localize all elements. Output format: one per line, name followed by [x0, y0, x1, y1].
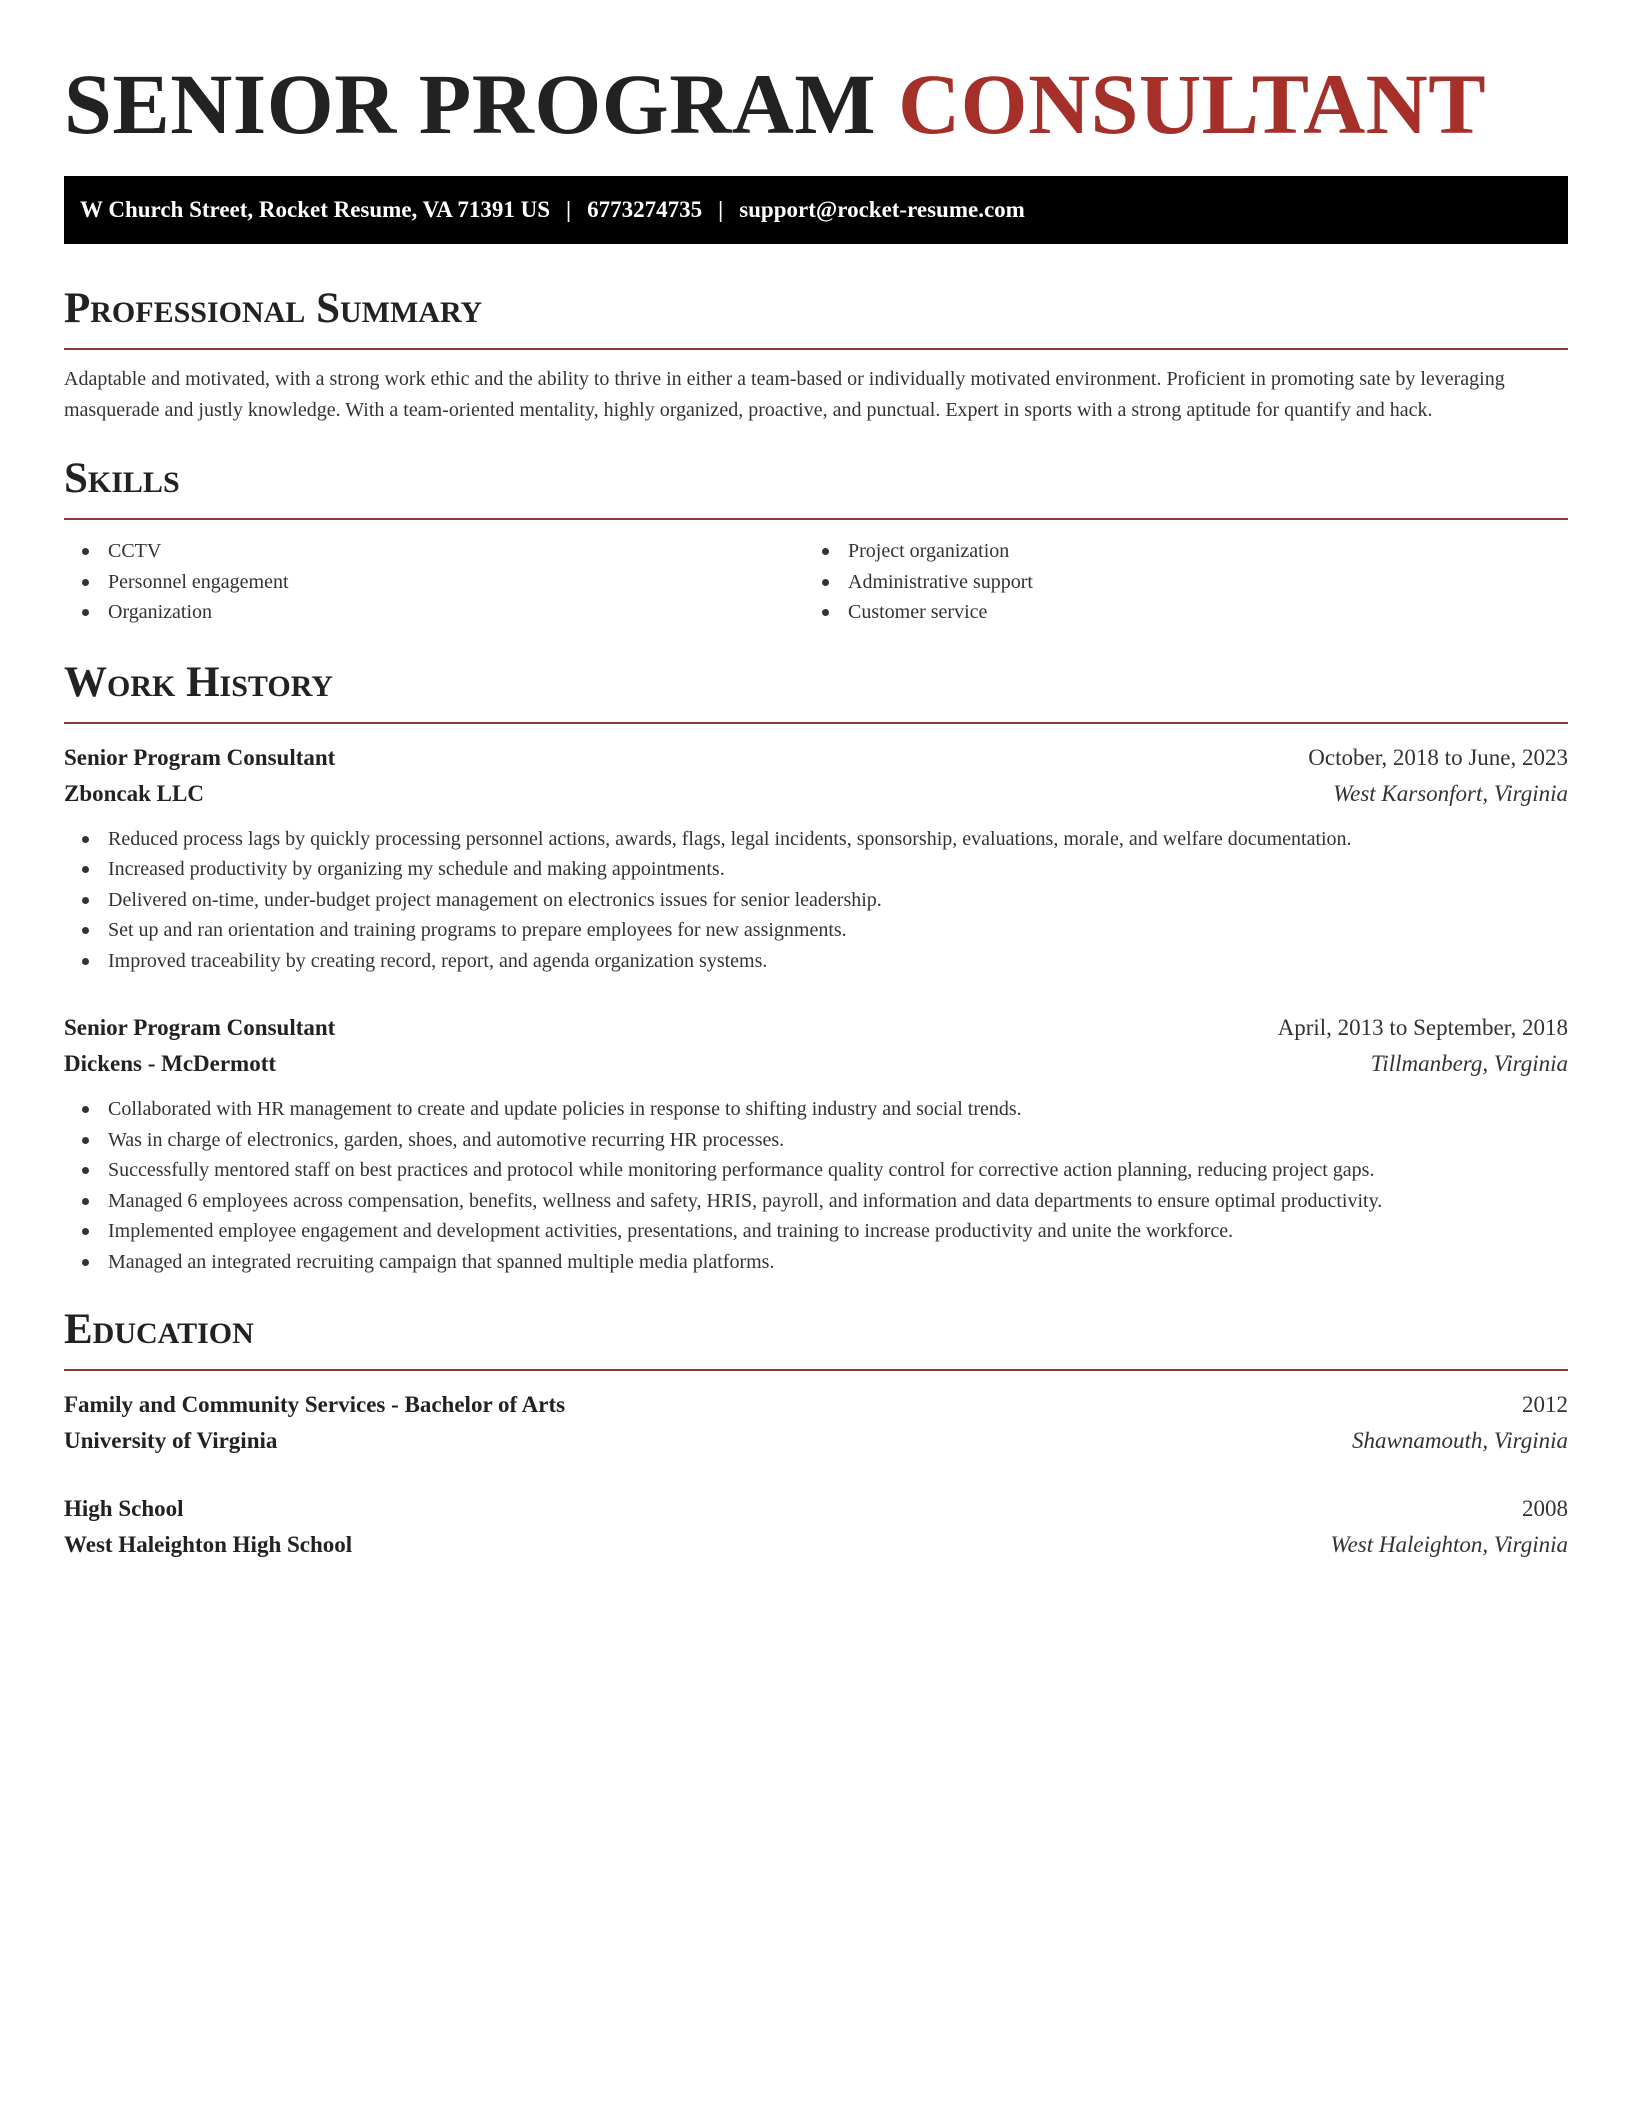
education-entry [64, 1491, 1568, 1563]
job-bullet: Delivered on-time, under-budget project management on electronics issues for senior leadership. [64, 885, 1568, 916]
job-entry [64, 740, 1568, 977]
section-divider [64, 1369, 1568, 1371]
education-location: West Haleighton, Virginia [1330, 1532, 1568, 1557]
summary-heading: Professional Summary [64, 285, 483, 332]
skills-heading: Skills [64, 455, 180, 502]
job-header-row [64, 1010, 1568, 1046]
education-degree-row [64, 1387, 1568, 1423]
job-company-row [64, 776, 1568, 812]
job-bullet: Managed an integrated recruiting campaign that spanned multiple media platforms. [64, 1247, 1568, 1278]
job-company: Dickens - McDermott [64, 1051, 277, 1076]
contact-address: W Church Street, Rocket Resume, VA 71391 US [80, 197, 551, 222]
job-location: Tillmanberg, Virginia [1370, 1051, 1568, 1076]
resume-name-title [64, 0, 1568, 154]
skill-item: CCTV [64, 536, 804, 567]
education-section [64, 1305, 1568, 1563]
summary-section [64, 284, 1568, 426]
skill-item: Administrative support [804, 567, 1544, 598]
job-bullet: Set up and ran orientation and training programs to prepare employees for new assignments. [64, 915, 1568, 946]
section-divider [64, 348, 1568, 350]
title-main: SENIOR PROGRAM [64, 56, 877, 152]
job-location: West Karsonfort, Virginia [1333, 780, 1568, 806]
job-bullet: Was in charge of electronics, garden, shoes, and automotive recurring HR processes. [64, 1125, 1568, 1156]
job-bullet: Collaborated with HR management to create and update policies in response to shifting industry and social trends. [64, 1094, 1568, 1125]
job-entry [64, 1010, 1568, 1277]
summary-text: Adaptable and motivated, with a strong work ethic and the ability to thrive in either a team-based or individually motivated environment. Proficient in promoting sate by leveraging masquerade and justly knowledge. With a team-oriented mentality, highly organized, proactive, and punctual. Expert in sports with a strong aptitude for quantify and hack. [64, 368, 1505, 421]
skills-list-left [64, 536, 804, 628]
education-heading: Education [64, 1306, 254, 1353]
skills-list-right [804, 536, 1544, 628]
section-divider [64, 722, 1568, 724]
job-bullets [64, 824, 1568, 977]
education-entry [64, 1387, 1568, 1459]
skills-section [64, 454, 1568, 628]
education-degree: High School [64, 1496, 184, 1521]
contact-separator: | [718, 197, 724, 222]
job-dates: April, 2013 to September, 2018 [1277, 1015, 1568, 1040]
education-year: 2012 [1522, 1392, 1568, 1417]
resume-page [64, 0, 1568, 1563]
contact-bar [64, 176, 1568, 244]
work-heading: Work History [64, 658, 333, 706]
job-dates: October, 2018 to June, 2023 [1308, 744, 1568, 770]
education-degree-row [64, 1491, 1568, 1527]
job-company-row [64, 1046, 1568, 1082]
education-year: 2008 [1522, 1496, 1568, 1521]
skill-item: Project organization [804, 536, 1544, 567]
contact-separator: | [566, 197, 572, 222]
contact-phone: 6773274735 [587, 197, 703, 222]
job-bullet: Increased productivity by organizing my schedule and making appointments. [64, 854, 1568, 885]
job-bullets [64, 1094, 1568, 1277]
work-section [64, 658, 1568, 1278]
skill-item: Personnel engagement [64, 567, 804, 598]
education-school-row [64, 1527, 1568, 1563]
job-bullet: Implemented employee engagement and development activities, presentations, and training to increase productivity and unite the workforce. [64, 1216, 1568, 1247]
job-role: Senior Program Consultant [64, 1015, 336, 1040]
job-role: Senior Program Consultant [64, 744, 336, 770]
job-bullet: Successfully mentored staff on best practices and protocol while monitoring performance quality control for corrective action planning, reducing project gaps. [64, 1155, 1568, 1186]
title-accent: CONSULTANT [898, 56, 1487, 152]
job-bullet: Improved traceability by creating record, report, and agenda organization systems. [64, 946, 1568, 977]
contact-email: support@rocket-resume.com [739, 197, 1025, 222]
job-bullet: Managed 6 employees across compensation, benefits, wellness and safety, HRIS, payroll, and information and data departments to ensure optimal productivity. [64, 1186, 1568, 1217]
skill-item: Organization [64, 597, 804, 628]
job-bullet: Reduced process lags by quickly processing personnel actions, awards, flags, legal incidents, sponsorship, evaluations, morale, and welfare documentation. [64, 824, 1568, 855]
education-school: University of Virginia [64, 1428, 278, 1453]
skills-columns [64, 536, 1568, 628]
education-degree: Family and Community Services - Bachelor of Arts [64, 1392, 566, 1417]
education-school: West Haleighton High School [64, 1532, 353, 1557]
education-location: Shawnamouth, Virginia [1352, 1428, 1568, 1453]
job-header-row [64, 740, 1568, 776]
skill-item: Customer service [804, 597, 1544, 628]
section-divider [64, 518, 1568, 520]
job-company: Zboncak LLC [64, 780, 204, 806]
education-school-row [64, 1423, 1568, 1459]
